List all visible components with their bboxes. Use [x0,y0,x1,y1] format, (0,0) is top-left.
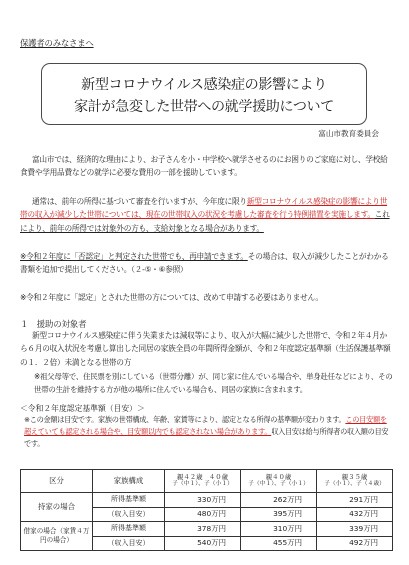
value-cell: 455万円 [241,536,317,551]
family-b-children: 子（中１）、子（小１） [248,481,309,488]
header-family-a [165,470,241,493]
header-family: 家族構成 [93,470,165,493]
value-cell: 432万円 [317,507,393,522]
reapply-note [20,250,392,277]
special-measure-underlined: 新型コロナウイルス感染症の影響により世帯の収入が減少した世帯については、現在の世帯収入の状況を考慮した審査を行う特例措置を実施します。 [20,197,388,220]
reapply-note-lead: ※令和２年度に「否認定」と判定された世帯でも、再申請できます。 [20,252,248,261]
section-1-cohabitation-note: ※祖父母等で、住民票を別にしている（世帯分離）が、同じ家に住んでいる場合や、単身赴任などにより、その世帯の生計を維持する方が他の場所に住んでいる場合も、同居の家族に含まれます。 [34,372,393,394]
family-c-children: 子（小１）、子（４歳） [324,481,385,488]
standard-note-estimate: ※この金額は目安です。家族の世帯構成、年齢、家賃等により、認定となる所得の基準額が変わります。 [24,415,346,424]
header-category: 区分 [21,470,93,493]
family-c-ages: 親３５歳 [341,473,368,482]
section-1-body: 新型コロナウイルス感染症に伴う失業または減収等により、収入が大幅に減少した世帯で、令和２年４月から６月の収入状況を考慮し算出した同居の家族全員の年間所得金額が、令和２年度認定基準額（生活保護基準額の１．２倍）未満となる世帯の方 [20,331,391,367]
audience-line: 保護者のみなさまへ [20,38,94,48]
row-category-rented: 借家の場合（家賃４万円の場合） [21,522,93,551]
row-label: （収入目安） [93,507,165,522]
header-family-c [317,470,393,493]
value-cell: 310万円 [241,522,317,537]
title-line-1: 新型コロナウイルス感染症の影響により [81,77,327,93]
standard-note-income: 収入目安は給与所得者の収入額の目安です。 [24,427,389,448]
table-header-row [21,470,393,493]
family-a-ages: 親４２歳 ４０歳 [176,473,229,482]
section-1-heading-text: １ 援助の対象者 [20,320,87,330]
row-label: 所得基準額 [93,493,165,508]
header-family-b [241,470,317,493]
row-category-owned: 持家の場合 [21,493,93,522]
value-cell: 262万円 [241,493,317,508]
value-cell: 291万円 [317,493,393,508]
family-a-children: 子（中１）、子（小１） [172,481,233,488]
row-label: （収入目安） [93,536,165,551]
value-cell: 378万円 [165,522,241,537]
approved-note: ※令和２年度に「認定」とされた世帯の方については、改めて申請する必要はありません。 [20,293,323,302]
family-b-ages: 親４０歳 [265,473,292,482]
title-box [41,63,367,125]
value-cell: 480万円 [165,507,241,522]
reapply-note-rest: その場合は、収入が減少したことがわかる書類を追加で提出してください。（２-⑤・⑥参照） [20,252,389,275]
standard-note-warning: この目安額を超えていても認定される場合や、目安額以内でも認定されない場合があります。 [24,415,387,436]
table-row [21,522,393,537]
value-cell: 339万円 [317,522,393,537]
value-cell: 540万円 [165,536,241,551]
title-line-2: 家計が急変した世帯への就学援助について [74,99,334,115]
issuer: 富山市教育委員会 [318,129,379,138]
value-cell: 330万円 [165,493,241,508]
eligibility-note-underlined: これにより、前年の所得では対象外の方も、支給対象となる場合があります。 [20,210,390,233]
standard-amount-table [20,469,393,551]
table-row [21,493,393,508]
row-label: 所得基準額 [93,522,165,537]
value-cell: 492万円 [317,536,393,551]
special-measure-paragraph [20,195,392,235]
standard-notes [24,414,392,450]
standard-caption: ＜令和２年度認定基準額（目安）＞ [20,404,145,413]
intro-paragraph: 富山市では、経済的な理由により、お子さんを小・中学校へ就学させるのにお困りのご家庭に対し、学校給食費や学用品費などの就学に必要な費用の一部を援助しています。 [20,155,388,178]
special-measure-lead: 通常は、前年の所得に基づいて審査を行いますが、今年度に限り [32,197,247,206]
value-cell: 395万円 [241,507,317,522]
